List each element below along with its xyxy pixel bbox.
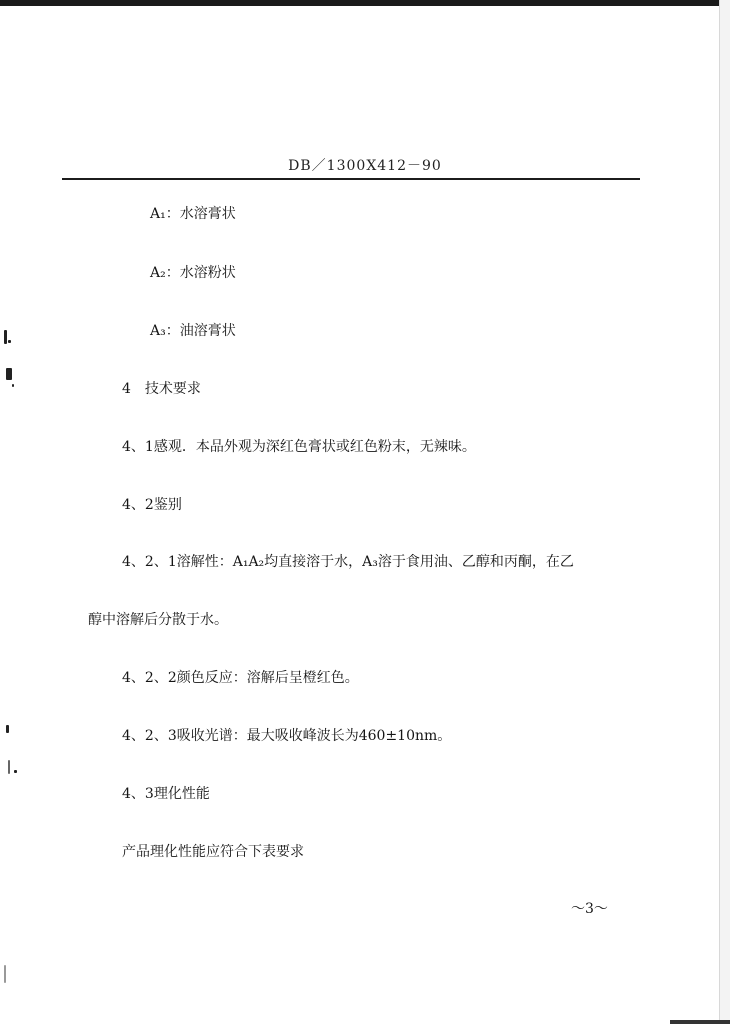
section-4-2-3: 4、2、3吸收光谱：最大吸收峰波长为460±10nm。 xyxy=(122,728,452,744)
type-a2: A₂：水溶粉状 xyxy=(150,265,236,281)
scan-left-specks xyxy=(0,0,30,1024)
section-4-2-2: 4、2、2颜色反应：溶解后呈橙红色。 xyxy=(122,670,359,686)
section-4-1: 4、1感观．本品外观为深红色膏状或红色粉末，无辣味。 xyxy=(122,439,476,455)
section-4-2-1: 4、2、1溶解性：A₁A₂均直接溶于水，A₃溶于食用油、乙醇和丙酮，在乙 xyxy=(122,554,574,570)
scan-right-edge xyxy=(719,0,730,1024)
section-4-2-heading: 4、2鉴别 xyxy=(122,497,182,513)
document-number: DB／1300X412－90 xyxy=(288,158,442,174)
type-a1: A₁：水溶膏状 xyxy=(150,206,236,222)
section-4-heading: 4 技术要求 xyxy=(122,381,201,397)
scan-top-edge xyxy=(0,0,730,6)
table-intro: 产品理化性能应符合下表要求 xyxy=(122,844,304,860)
page-number: ～3～ xyxy=(571,901,608,917)
section-4-3-heading: 4、3理化性能 xyxy=(122,786,210,802)
section-4-2-1-continued: 醇中溶解后分散于水。 xyxy=(88,612,228,628)
header-rule xyxy=(62,178,640,180)
type-a3: A₃：油溶膏状 xyxy=(150,323,236,339)
scan-bottom-mark xyxy=(670,1020,730,1024)
